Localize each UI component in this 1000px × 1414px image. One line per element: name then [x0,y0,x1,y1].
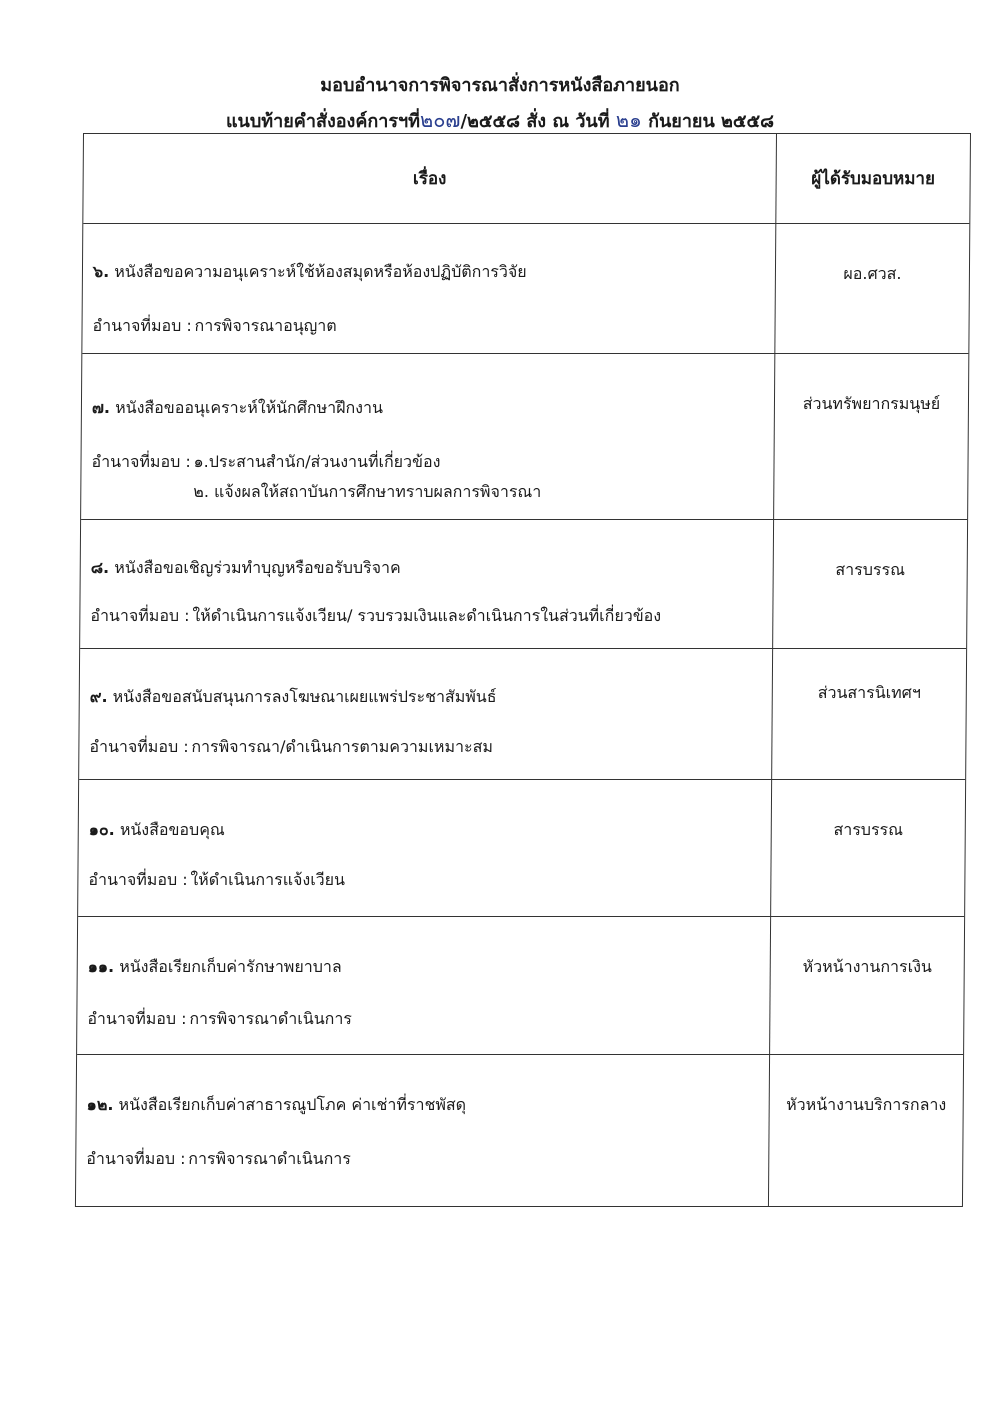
authority-text: การพิจารณาอนุญาต [194,316,337,335]
row-assignee: หัวหน้างานบริการกลาง [786,1095,947,1114]
authority-text: ๒. แจ้งผลให้สถาบันการศึกษาทราบผลการพิจารณา [193,482,542,501]
table-row [78,780,965,917]
order-day: ๒๑ [615,108,642,132]
table-row [79,649,966,780]
column-header-assignee: ผู้ได้รับมอบหมาย [811,169,936,189]
authority-label: อำนาจที่มอบ : [91,452,191,471]
authority-text: การพิจารณา/ดำเนินการตามความเหมาะสม [191,737,494,756]
authority-text: ให้ดำเนินการแจ้งเวียน [190,870,346,889]
table-row [82,224,969,354]
row-topic: ๑๑. หนังสือเรียกเก็บค่ารักษาพยาบาล [87,957,342,976]
subtitle-prefix: แนบท้ายคำสั่งองค์การฯที่ [225,111,421,132]
authority-text: การพิจารณาดำเนินการ [188,1149,351,1168]
row-assignee: สารบรรณ [835,560,906,579]
table-row [76,1055,963,1206]
table-row [81,354,968,520]
row-topic: ๖. หนังสือขอความอนุเคราะห์ใช้ห้องสมุดหรือห้องปฏิบัติการวิจัย [92,262,527,281]
row-topic: ๑๒. หนังสือเรียกเก็บค่าสาธารณูปโภค ค่าเช่าที่ราชพัสดุ [86,1095,467,1114]
authority-label: อำนาจที่มอบ : [92,316,192,335]
order-year: /๒๕๕๘ [460,111,521,132]
authority-text: การพิจารณาดำเนินการ [189,1009,353,1028]
authority-label: อำนาจที่มอบ : [88,870,188,889]
column-header-subject: เรื่อง [412,169,447,189]
document-subtitle [0,104,1000,136]
row-assignee: ส่วนสารนิเทศฯ [817,683,921,702]
row-topic: ๗. หนังสือขออนุเคราะห์ให้นักศึกษาฝึกงาน [91,398,384,417]
document-title: มอบอำนาจการพิจารณาสั่งการหนังสือภายนอก [320,75,680,96]
authority-label: อำนาจที่มอบ : [89,737,189,756]
order-number: ๒๐๗ [420,108,461,132]
row-topic: ๙. หนังสือขอสนับสนุนการลงโฆษณาเผยแพร่ประชาสัมพันธ์ [89,687,497,706]
row-topic: ๘. หนังสือขอเชิญร่วมทำบุญหรือขอรับบริจาค [90,558,401,577]
row-topic: ๑๐. หนังสือขอบคุณ [88,820,225,839]
row-assignee: ส่วนทรัพยากรมนุษย์ [802,394,941,413]
row-assignee: สารบรรณ [833,820,904,839]
authority-label: อำนาจที่มอบ : [86,1149,186,1168]
authority-label: อำนาจที่มอบ : [87,1009,187,1028]
delegation-table [75,133,971,1207]
table-row [77,917,964,1055]
table-header-row [83,134,970,224]
date-prefix: สั่ง ณ วันที่ [526,111,610,132]
authority-label: อำนาจที่มอบ : [90,606,190,625]
row-assignee: ผอ.ศวส. [843,264,902,283]
authority-text: ๑.ประสานสำนัก/ส่วนงานที่เกี่ยวข้อง [193,452,441,471]
authority-text: ให้ดำเนินการแจ้งเวียน/ รวบรวมเงินและดำเนินการในส่วนที่เกี่ยวข้อง [192,606,662,625]
order-month-year: กันยายน ๒๕๕๘ [648,111,775,132]
table-row [80,520,967,649]
row-assignee: หัวหน้างานการเงิน [802,957,932,976]
